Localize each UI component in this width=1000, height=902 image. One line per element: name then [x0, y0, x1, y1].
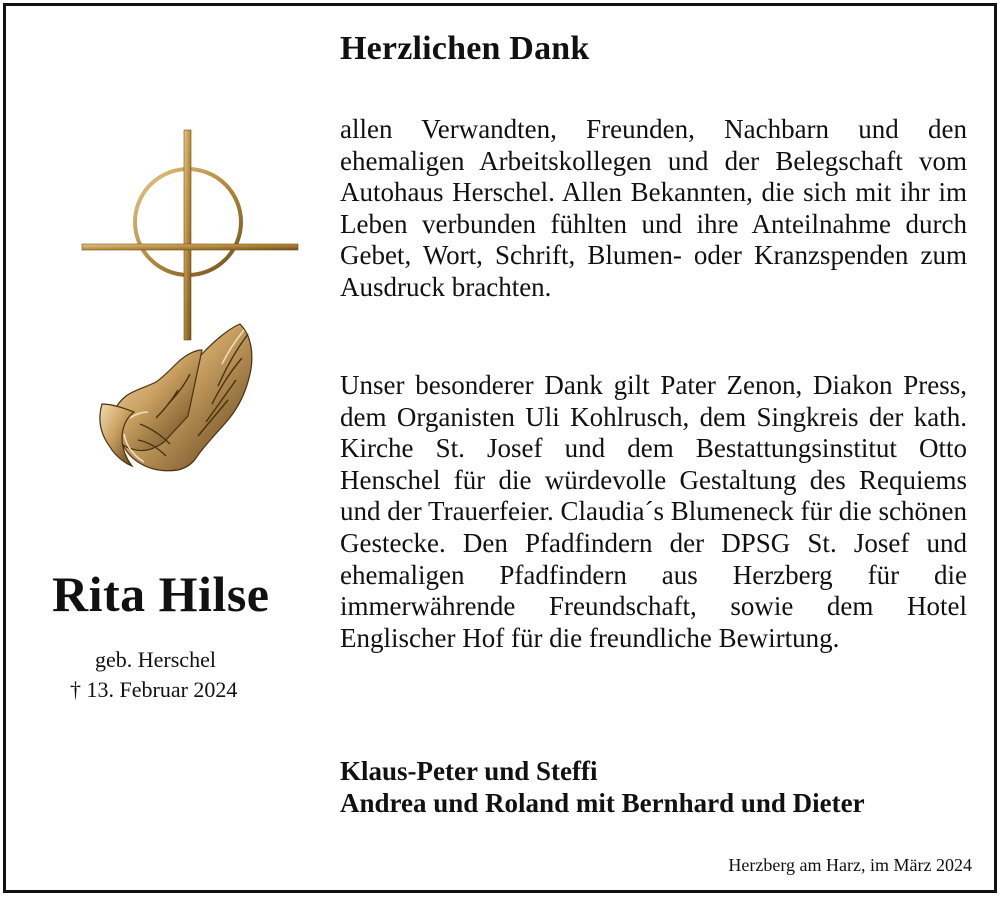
- thanks-paragraph-1: allen Verwandten, Freunden, Nachbarn und den ehemaligen Arbeitskollegen und der Belegschaft vom Autohaus Herschel. Allen Bekannten, die sich mit ihr im Leben verbunden fühlten und ihre Anteilnahme durch Gebet, Wort, Schrift, Blumen- oder Kranzspenden zum Ausdruck brachten.: [340, 114, 967, 302]
- signature-block: [340, 755, 980, 819]
- deceased-name: Rita Hilse: [52, 566, 270, 622]
- signature-line-1: Klaus-Peter und Steffi: [340, 756, 598, 786]
- place-date: Herzberg am Harz, im März 2024: [728, 855, 972, 875]
- death-date: † 13. Februar 2024: [70, 677, 238, 702]
- birth-name: geb. Herschel: [95, 647, 216, 672]
- signature-line-2: Andrea und Roland mit Bernhard und Dieter: [340, 788, 865, 818]
- notice-title: Herzlichen Dank: [340, 30, 590, 67]
- thanks-paragraph-2: Unser besonderer Dank gilt Pater Zenon, Diakon Press, dem Organisten Uli Kohlrusch, dem Singkreis der kath. Kirche St. Josef und dem Bestattungsinstitut Otto Henschel für die würdevolle Gestaltung des Requiems und der Trauerfeier. Claudia´s Blumeneck für die schönen Gestecke. Den Pfadfindern der DPSG St. Josef und ehemaligen Pfadfindern aus Herzberg für die immerwährende Freundschaft, sowie dem Hotel Englischer Hof für die freundliche Bewirtung.: [340, 370, 967, 653]
- cross-with-praying-hands-icon: [80, 128, 300, 480]
